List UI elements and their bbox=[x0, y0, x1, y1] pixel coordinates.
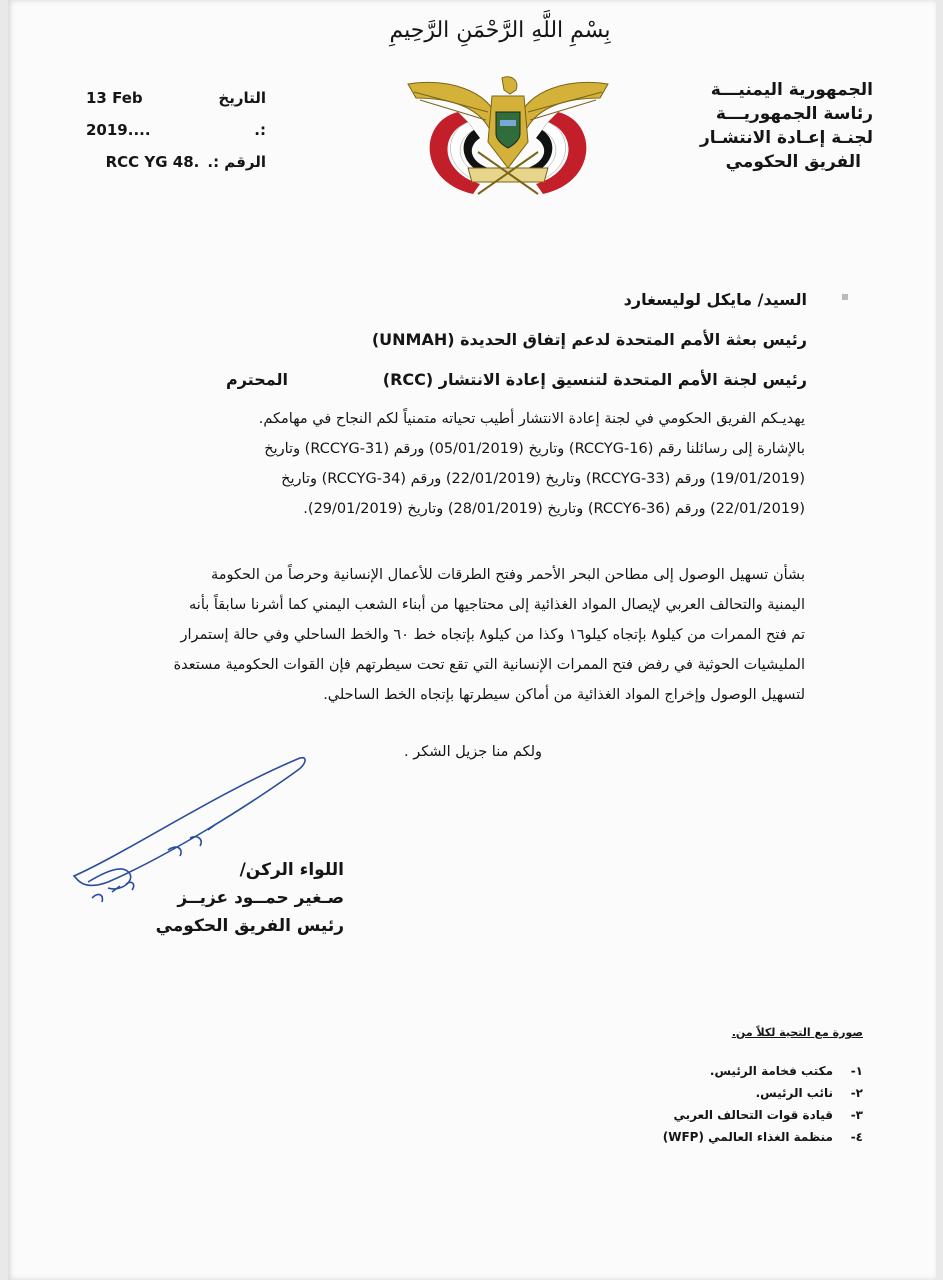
signatory-name: صـغير حمــود عزيــز bbox=[177, 888, 344, 908]
text-line: المليشيات الحوثية في رفض فتح الممرات الإنسانية التي تقع تحت سيطرتهم فإن القوات الحكومية مستعدة bbox=[173, 657, 805, 673]
date-reference-block bbox=[86, 82, 266, 178]
text-line: (19/01/2019) ورقم (RCCYG-33) وتاريخ (22/01/2019) ورقم (RCCYG-34) وتاريخ bbox=[281, 471, 805, 487]
addressee-title-rcc: رئيس لجنة الأمم المتحدة لتنسيق إعادة الانتشار (RCC) bbox=[382, 370, 807, 389]
cc-item-number: ٣- bbox=[850, 1108, 863, 1122]
cc-item-number: ٢- bbox=[850, 1086, 863, 1100]
honorific: المحترم bbox=[226, 370, 288, 389]
text-line: بالإشارة إلى رسائلنا رقم (RCCYG-16) وتاريخ (05/01/2019) ورقم (RCCYG-31) وتاريخ bbox=[264, 441, 805, 457]
cc-item-text: نائب الرئيس. bbox=[755, 1086, 833, 1100]
addressee-name: السيد/ مايكل لوليسغارد bbox=[623, 290, 807, 309]
intro-paragraph bbox=[135, 404, 805, 524]
text-line: تم فتح الممرات من كيلو٨ بإتجاه كيلو١٦ وكذا من كيلو٨ بإتجاه خط ٦٠ والخط الساحلي وفي حالة إستمرار bbox=[180, 627, 805, 643]
closing-line: ولكم منا جزيل الشكر . bbox=[404, 744, 543, 760]
signatory-block bbox=[144, 856, 344, 940]
cc-item bbox=[603, 1082, 863, 1104]
bullet-mark bbox=[842, 294, 848, 300]
org-line: رئاسة الجمهوريـــة bbox=[715, 104, 873, 124]
cc-list bbox=[603, 1060, 863, 1148]
cc-item bbox=[603, 1060, 863, 1082]
cc-item-number: ٤- bbox=[850, 1130, 863, 1144]
reference-value: RCC YG 48. bbox=[105, 153, 200, 171]
signatory-title: رئيس الفريق الحكومي bbox=[155, 916, 344, 936]
cc-item-number: ١- bbox=[850, 1064, 863, 1078]
cc-item bbox=[603, 1104, 863, 1126]
text-line: بشأن تسهيل الوصول إلى مطاحن البحر الأحمر وفتح الطرقات للأعمال الإنسانية وحرصاً من الحكومة bbox=[211, 567, 805, 583]
org-line: لجنـة إعـادة الانتشـار bbox=[699, 128, 873, 148]
date-value: 13 Feb 2019.... bbox=[86, 89, 151, 139]
cc-item bbox=[603, 1126, 863, 1148]
cc-item-text: مكتب فخامة الرئيس. bbox=[709, 1064, 833, 1078]
reference-label: الرقم :. bbox=[207, 153, 266, 171]
basmala: بِسْمِ اللَّهِ الرَّحْمَنِ الرَّحِيمِ bbox=[389, 18, 611, 43]
org-line: الفريق الحكومي bbox=[725, 152, 861, 172]
text-line: يهديـكم الفريق الحكومي في لجنة إعادة الانتشار أطيب تحياته متمنياً لكم النجاح في مهامكم. bbox=[258, 411, 805, 427]
yemen-eagle-emblem-icon bbox=[398, 72, 618, 200]
signatory-rank: اللواء الركن/ bbox=[239, 860, 344, 880]
organization-header bbox=[613, 78, 873, 174]
cc-heading: صورة مع التحية لكلاً من. bbox=[731, 1026, 863, 1039]
date-label: التاريخ :. bbox=[218, 89, 266, 139]
text-line: لتسهيل الوصول وإخراج المواد الغذائية من أماكن سيطرتها بإتجاه الخط الساحلي. bbox=[323, 687, 805, 703]
cc-item-text: منظمة الغذاء العالمي (WFP) bbox=[662, 1130, 833, 1144]
body-paragraph bbox=[129, 560, 805, 710]
text-line: اليمنية والتحالف العربي لإيصال المواد الغذائية إلى محتاجيها من أبناء الشعب اليمني كما أشرنا سابقاً بأنه bbox=[189, 597, 805, 613]
org-line: الجمهورية اليمنيـــة bbox=[710, 80, 873, 100]
cc-item-text: قيادة قوات التحالف العربي bbox=[673, 1108, 833, 1122]
addressee-title-unmah: رئيس بعثة الأمم المتحدة لدعم إتفاق الحديدة (UNMAH) bbox=[371, 330, 807, 349]
text-line: (22/01/2019) ورقم (RCCY6-36) وتاريخ (28/01/2019) وتاريخ (29/01/2019). bbox=[303, 501, 805, 517]
